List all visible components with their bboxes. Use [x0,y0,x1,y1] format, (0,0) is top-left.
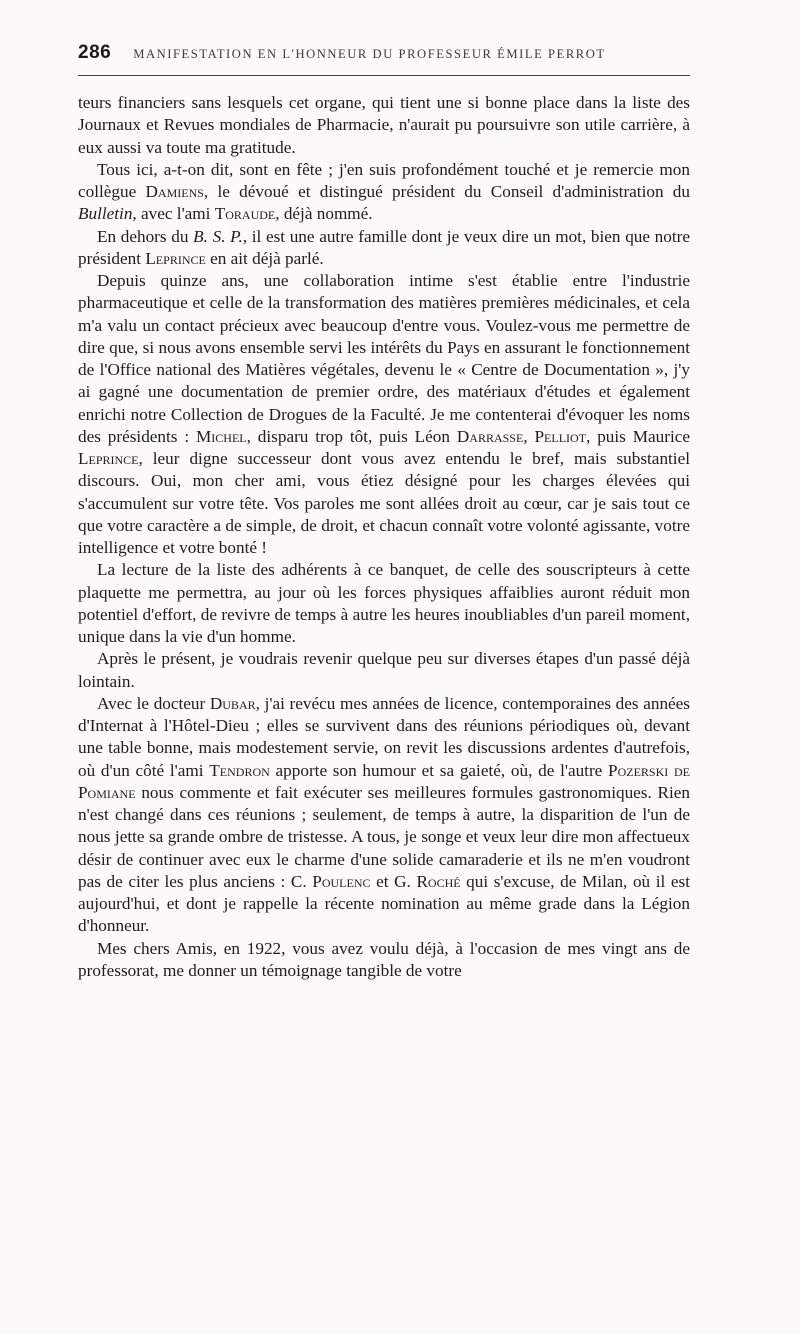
paragraph [78,270,690,559]
text-run: , j'ai revécu mes années de licence, contemporaines des années d'Internat à l'Hôtel-Dieu ; elles se survivent dans des réunions périodiques où, devant une table bonne, mais modestement servie, on revit les discussions ardentes d'autrefois, où d'un côté l'ami [78,693,690,780]
text-run: Mes chers Amis, en 1922, vous avez voulu déjà, à l'occasion de mes vingt ans de professorat, me donner un témoignage tangible de votre [78,938,690,980]
paragraph [78,938,690,983]
person-name: Dubar [209,693,256,713]
text-run: En dehors du [97,226,194,246]
paragraph [78,92,690,159]
person-name: Poulenc [312,871,371,891]
book-page [78,42,690,982]
person-name: Leprince [145,248,206,268]
paragraph [78,226,690,271]
text-run: , il est une autre famille dont je veux dire un mot, bien que notre président [78,226,690,268]
paragraph [78,559,690,648]
text-run: , disparu trop tôt, puis Léon [246,426,457,446]
person-name: Tendron [209,760,270,780]
person-name: Pelliot [534,426,587,446]
person-name: Damiens [145,182,204,201]
text-run: , déjà nommé. [275,204,373,224]
page-header [78,42,690,72]
text-run: Avec le docteur [97,693,210,713]
italic-text: Bulletin [78,204,133,224]
text-run: La lecture de la liste des adhérents à ce banquet, de celle des souscripteurs à cette plaquette me permettra, au jour où les forces physiques affaiblies auront réduit mon potentiel d'effort, de revivre de temps à autre les heures inoubliables d'un pareil moment, unique dans la vie d'un homme. [78,560,690,646]
text-run: et G. [370,871,417,891]
person-name: Michel [196,426,247,446]
person-name: Pozerski de Pomiane [78,760,690,802]
person-name: Darrasse [456,426,524,446]
body-text [78,92,690,982]
text-run: , [523,426,535,446]
running-head: MANIFESTATION EN L'HONNEUR DU PROFESSEUR ÉMILE PERROT [133,47,606,61]
text-run: teurs financiers sans lesquels cet organe, qui tient une si bonne place dans la liste des Journaux et Revues mondiales de Pharmacie, n'aurait pu poursuivre son utile carrière, à eux aussi va toute ma gratitude. [78,93,690,157]
text-run: en ait déjà parlé. [205,248,324,268]
paragraph [78,693,690,938]
text-run: qui s'excuse, de Milan, où il est aujourd'hui, et dont je rappelle la récente nomination au même grade dans la Légion d'honneur. [78,871,690,936]
text-run: , le dévoué et distingué président du Conseil d'administration du [203,182,690,201]
person-name: Toraude [214,204,276,224]
person-name: Roché [416,871,461,891]
paragraph [78,648,690,693]
header-rule [78,75,690,76]
text-run: , puis Maurice [586,426,690,446]
italic-text: B. S. P. [193,226,243,246]
text-run: Tous ici, a-t-on dit, sont en fête ; j'en suis profondément touché et je remercie mon collègue [78,159,690,201]
paragraph [78,159,690,226]
page-number: 286 [78,42,112,63]
text-run: apporte son humour et sa gaieté, où, de l'autre [269,760,609,780]
text-run: Depuis quinze ans, une collaboration intime s'est établie entre l'industrie pharmaceutique et celle de la transformation des matières premières médicinales, et cela m'a valu un contact précieux avec beaucoup d'entre vous. Voulez-vous me permettre de dire que, si nous avons ensemble servi les intérêts du Pays en assurant le fonctionnement de l'Office national des Matières végétales, devenu le « Centre de Documentation », j'y ai gagné une documentation de premier ordre, des matériaux d'études et également enrichi notre Collection de Drogues de la Faculté. Je me contenterai d'évoquer les noms des présidents : [78,271,690,446]
text-run: , avec l'ami [132,204,215,224]
person-name: Leprince [78,449,139,468]
text-run: nous commente et fait exécuter ses meilleures formules gastronomiques. Rien n'est changé dans ces réunions ; seulement, de temps à autre, la disparition de l'un de nous jette sa grande ombre de tristesse. A tous, je songe et veux leur dire mon affectueux désir de continuer avec eux le charme d'une solide camaraderie et ils ne m'en voudront pas de citer les plus anciens : C. [78,782,690,891]
text-run: Après le présent, je voudrais revenir quelque peu sur diverses étapes d'un passé déjà lointain. [78,649,690,691]
text-run: , leur digne successeur dont vous avez entendu le bref, mais substantiel discours. Oui, mon cher ami, vous étiez désigné pour les charges élevées qui s'accumulent sur votre tête. Vos paroles me sont allées droit au cœur, car je sais tout ce que votre caractère a de simple, de droit, et chacun connaît votre volonté agissante, votre intelligence et votre bonté ! [78,449,690,557]
